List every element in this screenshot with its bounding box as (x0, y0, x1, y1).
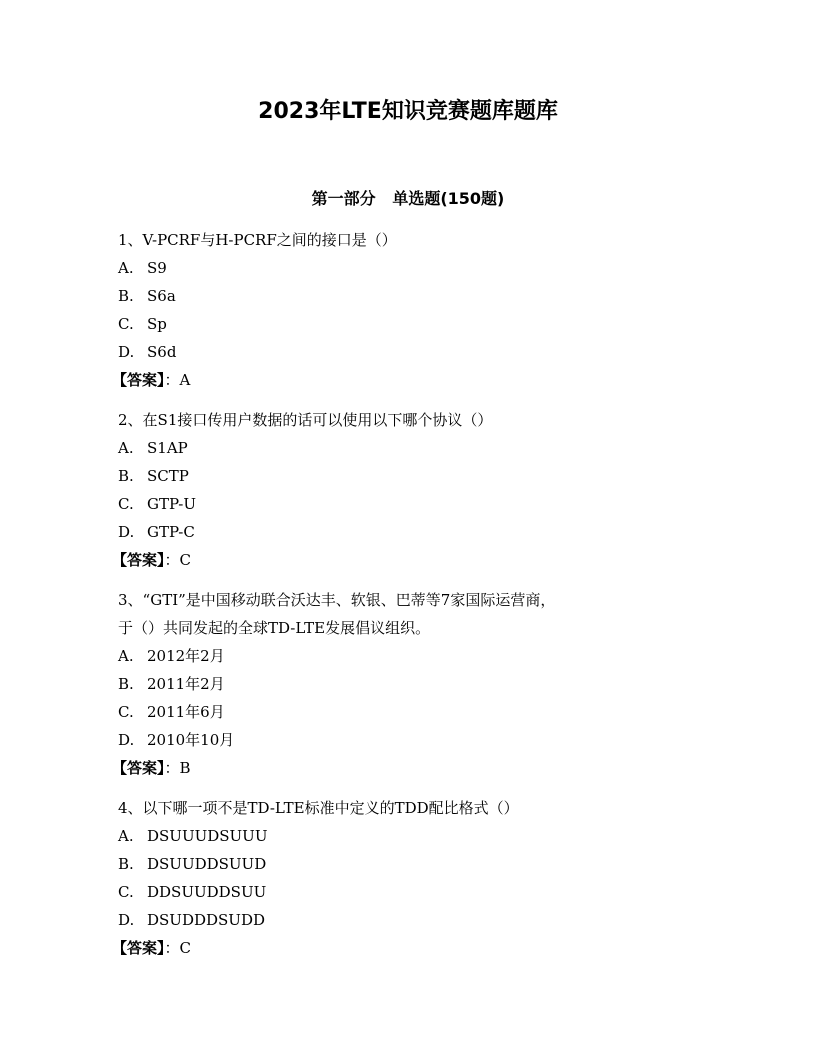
question-2 (112, 406, 718, 574)
option-letter: C. (118, 883, 134, 901)
option-letter: C. (118, 495, 134, 513)
option-letter: B. (118, 287, 134, 305)
option-letter: A. (118, 827, 134, 845)
option-d (118, 518, 718, 546)
option-c (118, 310, 718, 338)
option-b (118, 670, 718, 698)
option-letter: C. (118, 315, 134, 333)
option-text: DSUUDDSUUD (147, 855, 267, 873)
answer-separator: ： (164, 551, 180, 569)
option-d (118, 906, 718, 934)
option-text: GTP-U (147, 495, 196, 513)
answer-value: A (179, 371, 191, 389)
option-d (118, 338, 718, 366)
question-3 (112, 586, 718, 782)
option-b (118, 850, 718, 878)
option-text: 2011年6月 (147, 703, 225, 721)
option-letter: B. (118, 855, 134, 873)
answer-separator: ： (164, 939, 180, 957)
question-1 (112, 226, 718, 394)
answer-line (112, 754, 718, 782)
option-text: S9 (147, 259, 167, 277)
option-d (118, 726, 718, 754)
answer-label: 【答案】 (112, 759, 165, 777)
question-list (112, 226, 718, 974)
option-a (118, 434, 718, 462)
option-letter: A. (118, 259, 134, 277)
option-letter: D. (118, 731, 135, 749)
option-letter: A. (118, 439, 134, 457)
option-c (118, 698, 718, 726)
answer-separator: ： (164, 371, 180, 389)
section-title: 第一部分 单选题(150题) (311, 189, 505, 208)
answer-label: 【答案】 (112, 939, 165, 957)
option-c (118, 878, 718, 906)
option-a (118, 254, 718, 282)
option-text: 2011年2月 (147, 675, 225, 693)
option-text: SCTP (147, 467, 189, 485)
option-text: S6d (147, 343, 177, 361)
option-text: Sp (147, 315, 167, 333)
question-4 (112, 794, 718, 962)
option-text: DDSUUDDSUU (147, 883, 267, 901)
option-text: 2010年10月 (147, 731, 235, 749)
option-letter: D. (118, 343, 135, 361)
question-stem: 4、以下哪一项不是TD-LTE标准中定义的TDD配比格式（） (118, 799, 519, 817)
option-text: GTP-C (147, 523, 195, 541)
question-stem-continued: 于（）共同发起的全球TD-LTE发展倡议组织。 (118, 619, 431, 637)
option-text: DSUDDDSUDD (147, 911, 265, 929)
option-text: DSUUUDSUUU (147, 827, 268, 845)
option-a (118, 822, 718, 850)
answer-line (112, 546, 718, 574)
answer-line (112, 934, 718, 962)
option-c (118, 490, 718, 518)
answer-separator: ： (164, 759, 180, 777)
answer-value: C (179, 939, 192, 957)
option-text: S6a (147, 287, 176, 305)
answer-value: B (179, 759, 191, 777)
answer-label: 【答案】 (112, 371, 165, 389)
option-letter: B. (118, 467, 134, 485)
answer-label: 【答案】 (112, 551, 165, 569)
question-stem: 2、在S1接口传用户数据的话可以使用以下哪个协议（） (118, 411, 493, 429)
option-letter: A. (118, 647, 134, 665)
answer-value: C (179, 551, 192, 569)
document-title: 2023年LTE知识竞赛题库题库 (258, 99, 558, 124)
question-stem: 1、V-PCRF与H-PCRF之间的接口是（） (118, 231, 397, 249)
answer-line (112, 366, 718, 394)
option-letter: C. (118, 703, 134, 721)
option-letter: D. (118, 911, 135, 929)
option-letter: B. (118, 675, 134, 693)
option-b (118, 462, 718, 490)
option-letter: D. (118, 523, 135, 541)
question-stem: 3、“GTI”是中国移动联合沃达丰、软银、巴蒂等7家国际运营商， (118, 591, 556, 609)
option-text: 2012年2月 (147, 647, 225, 665)
option-b (118, 282, 718, 310)
option-a (118, 642, 718, 670)
option-text: S1AP (147, 439, 188, 457)
